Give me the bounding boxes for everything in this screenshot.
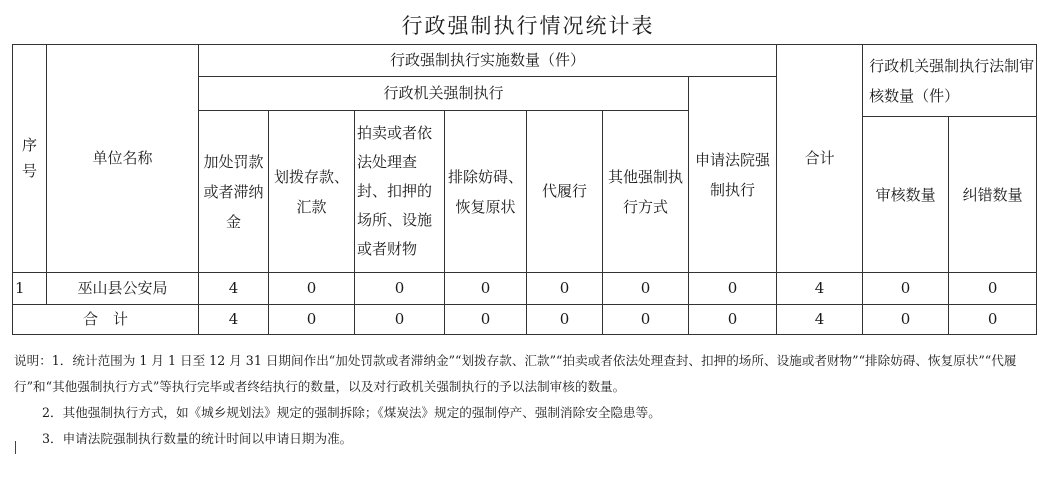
total-correct-value: 0	[949, 305, 1037, 335]
total-review-value: 0	[863, 305, 949, 335]
text-cursor	[15, 441, 16, 454]
header-correct: 纠错数量	[949, 117, 1037, 273]
header-review-count: 行政机关强制执行法制审核数量（件）	[863, 45, 1037, 117]
header-other: 其他强制执行方式	[603, 111, 689, 273]
total-row	[13, 305, 1037, 335]
header-transfer: 划拨存款、汇款	[269, 111, 355, 273]
row-substitute-value: 0	[527, 273, 603, 305]
table-row	[13, 273, 1037, 305]
note-1: 说明：1．统计范围为 1 月 1 日至 12 月 31 日期间作出“加处罚款或者滞纳金”“划拨存款、汇款”“拍卖或者依法处理查封、扣押的场所、设施或者财物”“排除妨碍、恢复原状”“代履行”和“其他强制执行方式”等执行完毕或者终结执行的数量，以及对行政机关强制执行的予以法制审核的数量。	[14, 353, 1017, 394]
total-fine-value: 4	[199, 305, 269, 335]
header-agency-exec: 行政机关强制执行	[199, 77, 689, 111]
row-remove-value: 0	[445, 273, 527, 305]
row-court-value: 0	[689, 273, 777, 305]
header-unit-name: 单位名称	[47, 45, 199, 273]
total-auction-value: 0	[355, 305, 445, 335]
row-correct-value: 0	[949, 273, 1037, 305]
header-court: 申请法院强制执行	[689, 77, 777, 273]
row-fine-value: 4	[199, 273, 269, 305]
total-total-value: 4	[777, 305, 863, 335]
notes	[14, 348, 1044, 452]
note-2: 2．其他强制执行方式，如《城乡规划法》规定的强制拆除；《煤炭法》规定的强制停产、强制消除安全隐患等。	[42, 405, 661, 420]
total-court-value: 0	[689, 305, 777, 335]
total-remove-value: 0	[445, 305, 527, 335]
total-label: 合 计	[13, 305, 199, 335]
header-fine: 加处罚款或者滞纳金	[199, 111, 269, 273]
total-other-value: 0	[603, 305, 689, 335]
header-substitute: 代履行	[527, 111, 603, 273]
note-3: 3．申请法院强制执行数量的统计时间以申请日期为准。	[42, 431, 353, 446]
header-implement-count: 行政强制执行实施数量（件）	[199, 45, 777, 77]
row-other-value: 0	[603, 273, 689, 305]
row-transfer-value: 0	[269, 273, 355, 305]
row-auction-value: 0	[355, 273, 445, 305]
total-transfer-value: 0	[269, 305, 355, 335]
page-title: 行政强制执行情况统计表	[401, 14, 655, 38]
header-seq: 序号	[13, 45, 47, 273]
row-review-value: 0	[863, 273, 949, 305]
header-auction: 拍卖或者依法处理查封、扣押的场所、设施或者财物	[355, 111, 445, 273]
total-substitute-value: 0	[527, 305, 603, 335]
row-seq: 1	[13, 273, 47, 305]
statistics-table	[12, 44, 1037, 335]
row-unit-name: 巫山县公安局	[47, 273, 199, 305]
header-remove: 排除妨碍、恢复原状	[445, 111, 527, 273]
row-total-value: 4	[777, 273, 863, 305]
header-review: 审核数量	[863, 117, 949, 273]
header-total: 合计	[777, 45, 863, 273]
